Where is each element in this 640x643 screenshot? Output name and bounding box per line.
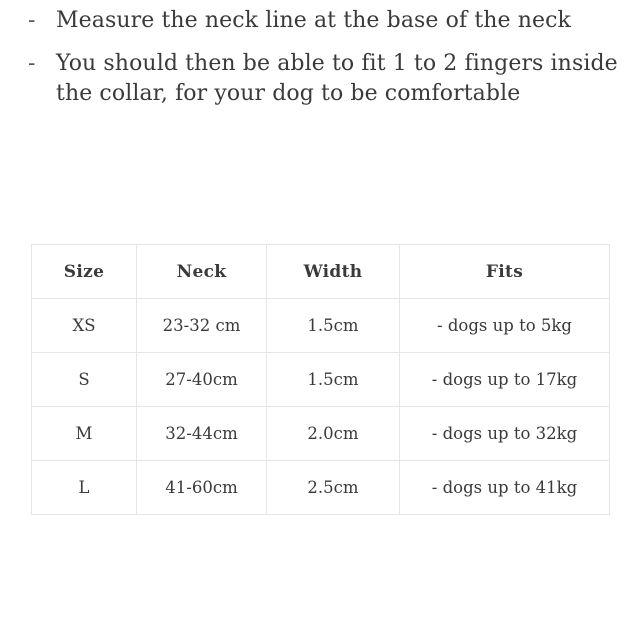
cell-neck: 27-40cm <box>137 353 267 407</box>
bullet-dash: - <box>28 8 36 33</box>
table-row <box>32 407 610 461</box>
bullet-dash: - <box>28 51 36 76</box>
instruction-text: Measure the neck line at the base of the neck <box>56 8 571 33</box>
cell-fits: - dogs up to 5kg <box>400 299 610 353</box>
cell-size: S <box>32 353 137 407</box>
cell-width: 2.0cm <box>267 407 400 461</box>
cell-fits: - dogs up to 32kg <box>400 407 610 461</box>
instruction-item <box>28 49 618 109</box>
table-row <box>32 461 610 515</box>
instruction-text: You should then be able to fit 1 to 2 fingers inside the collar, for your dog to be comfortable <box>56 51 618 106</box>
cell-size: XS <box>32 299 137 353</box>
size-chart-table <box>31 244 610 515</box>
table-row <box>32 353 610 407</box>
instructions-list <box>28 6 618 122</box>
header-width: Width <box>267 245 400 299</box>
cell-neck: 41-60cm <box>137 461 267 515</box>
cell-width: 1.5cm <box>267 299 400 353</box>
table-header-row <box>32 245 610 299</box>
cell-width: 1.5cm <box>267 353 400 407</box>
cell-size: M <box>32 407 137 461</box>
table-row <box>32 299 610 353</box>
header-size: Size <box>32 245 137 299</box>
cell-fits: - dogs up to 41kg <box>400 461 610 515</box>
cell-fits: - dogs up to 17kg <box>400 353 610 407</box>
cell-width: 2.5cm <box>267 461 400 515</box>
instruction-item <box>28 6 618 36</box>
header-fits: Fits <box>400 245 610 299</box>
cell-neck: 32-44cm <box>137 407 267 461</box>
cell-neck: 23-32 cm <box>137 299 267 353</box>
cell-size: L <box>32 461 137 515</box>
header-neck: Neck <box>137 245 267 299</box>
